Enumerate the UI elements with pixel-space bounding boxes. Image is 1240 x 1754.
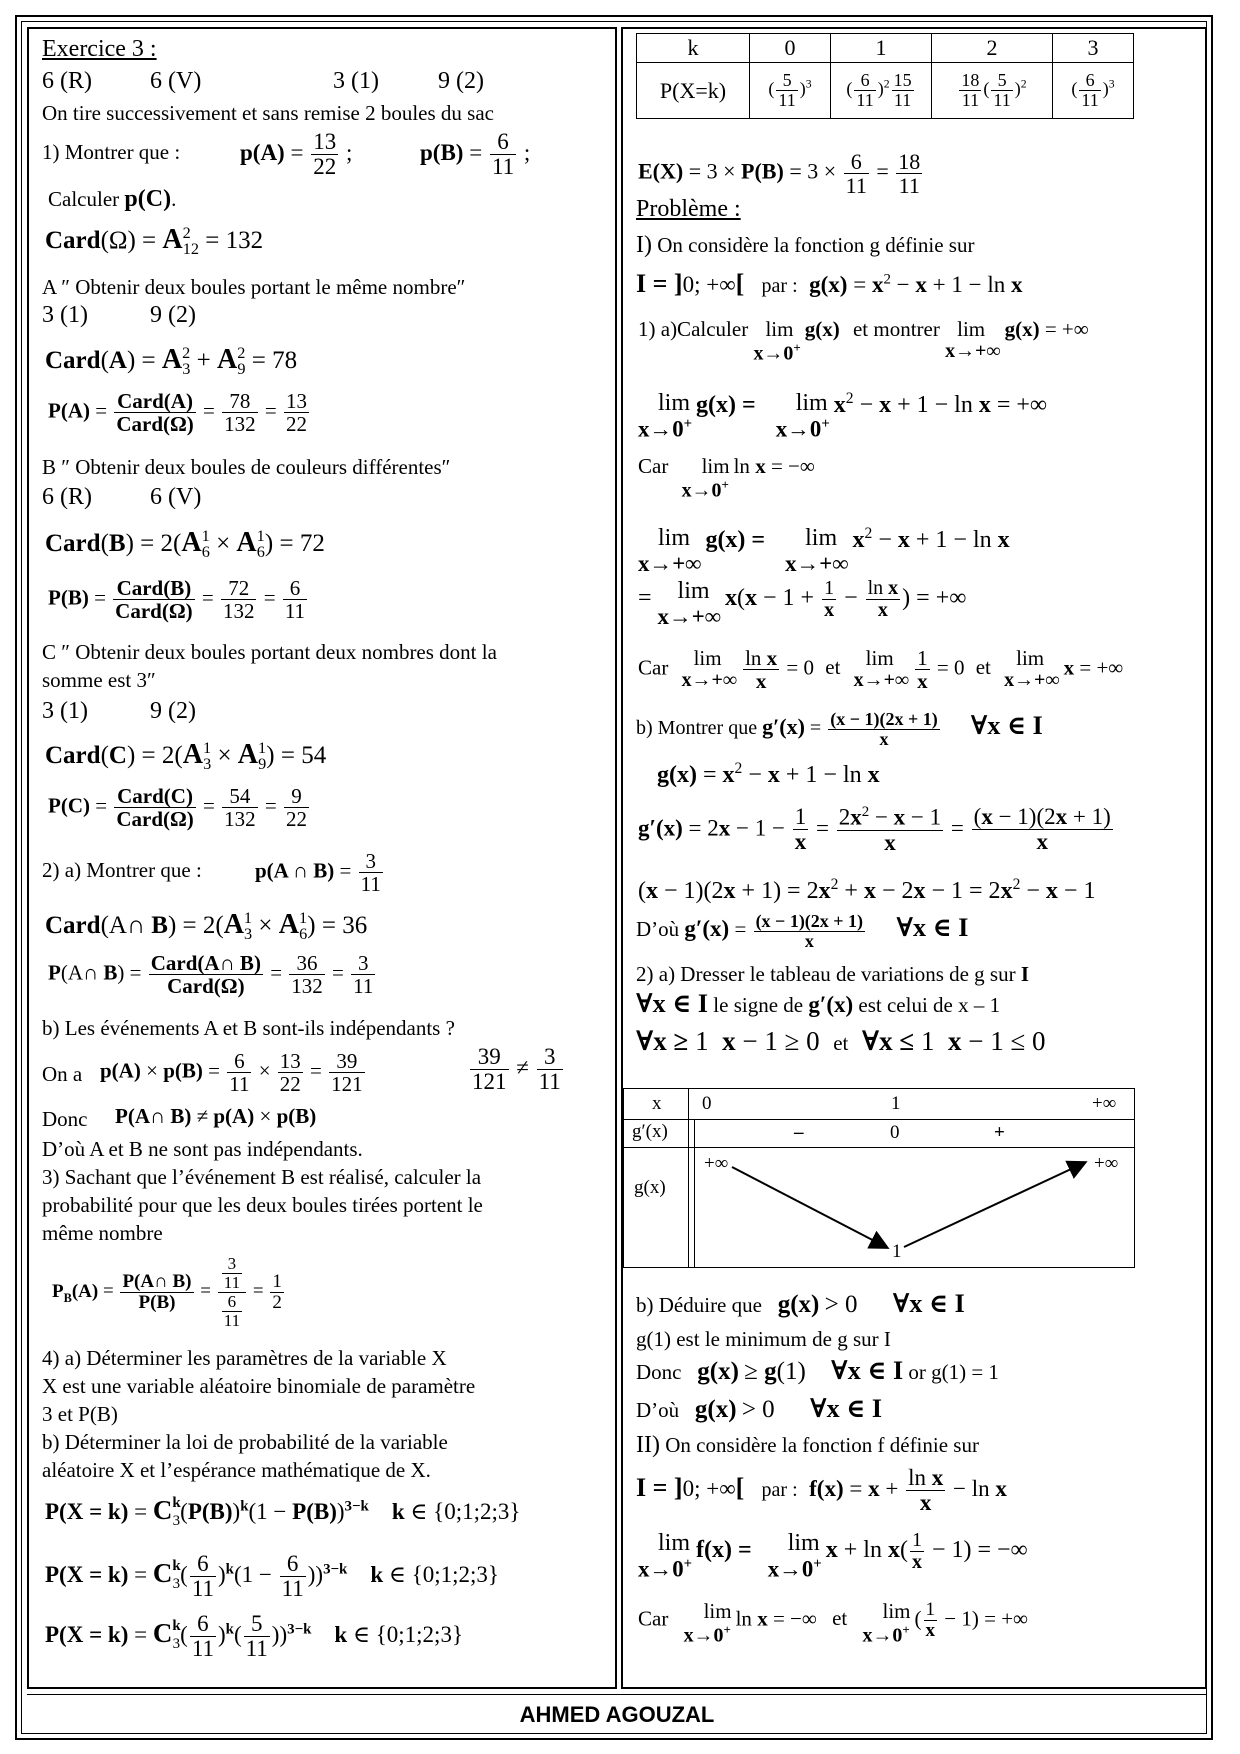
not-equal: $\frac{39}{121}$ ≠ $\frac{3}{11}$	[472, 1044, 561, 1095]
card-b: Card(B) = $2(A^1_6 \times A^1_6) = 72$	[45, 527, 325, 561]
probability-table	[636, 33, 1134, 119]
num-1: 3 (1)	[42, 302, 88, 328]
calc-c-text: Calculer p(C).	[48, 186, 177, 212]
num2-2: 9 (2)	[150, 698, 196, 724]
var-gp-zero: 0	[890, 1122, 900, 1143]
variation-table	[623, 1088, 1135, 1268]
decreasing-arrow	[732, 1167, 886, 1247]
var-gp-plus: +	[994, 1122, 1005, 1143]
table-p-3: ( $\frac{6}{11}$ )$^3$	[1053, 63, 1134, 119]
q4a-text: 4) a) Déterminer les paramètres de la variable X	[42, 1346, 447, 1370]
donc-line: Donc g(x) ≥ g(1) ∀x ∈ I or g(1) = 1	[636, 1356, 999, 1385]
q3-line3: même nombre	[42, 1221, 163, 1245]
p-ab-calc: P(A∩ B) = Card(A∩ B) Card(Ω) = $\frac{36}{132}$ = $\frac{3}{11}$	[48, 951, 374, 999]
g-definition: I = ]0; +∞[ par : $g(x) = x^2 - x + 1 - \ln x$	[636, 269, 1023, 298]
sign-line: ∀x ∈ I le signe de g′(x) est celui de x – 1	[636, 989, 1001, 1018]
p-ab-target: p(A ∩ B) = $\frac{3}{11}$	[255, 849, 381, 897]
q1b-line: b) Montrer que g′(x) = $\frac{(x - 1)(2x + 1)}{x}$ ∀x ∈ I	[636, 709, 1043, 749]
card-a: Card(A) = $A^2_3 + A^2_9 = 78$	[45, 344, 298, 378]
col-v: 6 (V)	[150, 484, 202, 510]
sign-cases: ∀x ≥ 1 x − 1 ≥ 0 et ∀x ≤ 1 x − 1 ≤ 0	[636, 1026, 1046, 1056]
lim-f-0: lim x→0+ f(x) = lim x→0+ x + ln x( $\frac{1}{x}$ − 1) = −∞	[638, 1529, 1028, 1582]
part2-intro: II) On considère la fonction f définie sur	[636, 1432, 979, 1458]
q1a-line: 1) a)Calculer lim x→0+ g(x) et montrer lim x→+∞ g(x) = +∞	[638, 317, 1089, 365]
table-k-3: 3	[1053, 34, 1134, 63]
binomial-law-2: $P(X = k) = C^k_3$( $\frac{6}{11}$ )$^k$(1 − $\frac{6}{11}$ ))$^{3-k}$ k ∈ {0;1;2;3}	[45, 1551, 499, 1602]
col-r: 6 (R)	[42, 484, 92, 510]
car-lim-ln: Car lim x→0+ ln x = −∞	[638, 454, 815, 502]
q2a-line: 2) a) Dresser le tableau de variations de g sur I	[636, 962, 1030, 986]
table-p-2: $\frac{18}{11}$ ( $\frac{5}{11}$ )$^2$	[932, 63, 1053, 119]
sac-2: 9 (2)	[438, 68, 484, 94]
var-gp-minus: –	[794, 1122, 804, 1143]
q4b-line1: b) Déterminer la loi de probabilité de la variable	[42, 1430, 448, 1454]
q1-text: 1) Montrer que :	[42, 140, 181, 164]
q3-line2: probabilité pour que les deux boules tirées portent le	[42, 1193, 483, 1217]
event-a: A ″ Obtenir deux boules portant le même nombre″	[42, 275, 466, 299]
var-x-inf: +∞	[1092, 1093, 1117, 1114]
q4a-answer1: X est une variable aléatoire binomiale de paramètre	[42, 1374, 476, 1398]
g-prime-calc: g′(x) = 2x − 1 − $\frac{1}{x}$ = $\frac{2x^2 - x - 1}{x}$ = $\frac{(x - 1)(2x + 1)}{x}$	[638, 804, 1111, 855]
independence-check: P(A∩ B) ≠ p(A) × p(B)	[115, 1104, 317, 1128]
event-c-1: C ″ Obtenir deux boules portant deux nombres dont la	[42, 640, 497, 664]
event-b: B ″ Obtenir deux boules de couleurs différentes″	[42, 455, 451, 479]
event-c-2: somme est 3″	[42, 668, 156, 692]
expansion: $(x - 1)(2x + 1) = 2x^2 + x - 2x - 1 = 2x^2 - x - 1$	[638, 876, 1096, 904]
q2a-text: 2) a) Montrer que :	[42, 858, 202, 882]
part1-intro: I) On considère la fonction g définie sur	[636, 232, 975, 258]
var-g-start: +∞	[704, 1153, 729, 1174]
table-p-0: ( $\frac{5}{11}$ )$^3$	[750, 63, 831, 119]
table-header-k: k	[637, 34, 750, 63]
g-prime-result: D’où g′(x) = $\frac{(x - 1)(2x + 1)}{x}$ ∀x ∈ I	[636, 911, 969, 951]
binomial-law-3: $P(X = k) = C^k_3$( $\frac{6}{11}$ )$^k$( $\frac{5}{11}$ ))$^{3-k}$ k ∈ {0;1;2;3}	[45, 1611, 463, 1662]
var-x-0: 0	[702, 1093, 712, 1114]
exercise-title: Exercice 3 :	[42, 36, 157, 62]
formula-pb: p(B) = $\frac{6}{11}$ ;	[420, 129, 531, 180]
card-ab: Card(A∩ $B) = 2(A^1_3 \times A^1_6) = 36$	[45, 909, 368, 943]
num-2: 9 (2)	[150, 302, 196, 328]
dou-line: D’où g(x) > 0 ∀x ∈ I	[636, 1394, 882, 1423]
author-footer: AHMED AGOUZAL	[27, 1694, 1207, 1735]
car-lims-f: Car lim x→0+ ln x = −∞ et lim x→0+ ( $\frac{1}{x}$ − 1) = +∞	[638, 1599, 1029, 1647]
min-line: g(1) est le minimum de g sur I	[636, 1327, 891, 1351]
var-x-label: x	[652, 1093, 662, 1114]
num2-1: 3 (1)	[42, 698, 88, 724]
binomial-law-1: $P(X = k) = C^k_3(P(B))^k(1 - P(B))^{3-k}$ k ∈ {0;1;2;3}	[45, 1495, 521, 1529]
car-lims: Car lim x→+∞ $\frac{\text{ln x}}{x}$ = 0 et lim x→+∞ $\frac{1}{x}$ = 0 et lim x→+∞ x = +∞	[638, 646, 1124, 694]
var-x-1: 1	[891, 1093, 901, 1114]
table-k-0: 0	[750, 34, 831, 63]
lim-g-0: lim x→0+ g(x) = lim x→0+ $x^2 - x + 1 - \ln x$ = +∞	[638, 390, 1048, 442]
on-a-text: On a	[42, 1062, 83, 1086]
table-header-p: P(X=k)	[637, 63, 750, 119]
q2b-text: b) Les événements A et B sont-ils indépendants ?	[42, 1016, 455, 1040]
q3-line1: 3) Sachant que l’événement B est réalisé, calculer la	[42, 1165, 482, 1189]
probleme-title: Problème :	[636, 196, 741, 222]
conclusion-text: D’où A et B ne sont pas indépendants.	[42, 1137, 363, 1161]
q2b-line: b) Déduire que g(x) > 0 ∀x ∈ I	[636, 1289, 965, 1318]
sac-r: 6 (R)	[42, 68, 92, 94]
lim-g-inf: lim x→+∞ g(x) = lim x→+∞ $x^2 - x + 1 - \ln x$	[638, 525, 1010, 577]
card-omega: Card(Ω) = $A^2_{12} = 132$	[45, 224, 264, 258]
pa-times-pb: p(A) × p(B) = $\frac{6}{11}$ × $\frac{13}{22}$ = $\frac{39}{121}$	[100, 1049, 363, 1097]
q4a-answer2: 3 et P(B)	[42, 1402, 118, 1426]
table-k-1: 1	[831, 34, 932, 63]
f-definition: I = ]0; +∞[ par : f(x) = x + $\frac{\text{ln x}}{x}$ − ln x	[636, 1465, 1007, 1516]
conditional-prob: $P_B(A)$ = $\frac{P(A\cap B)}{P(B)}$ = $\frac{\frac{3}{11}}{\frac{6}{11}}$ = $\frac{1}{2}$	[52, 1254, 282, 1330]
formula-pa: p(A) = $\frac{13}{22}$ ;	[240, 129, 353, 180]
expectation: E(X) = 3 × P(B) = 3 × $\frac{6}{11}$ = $\frac{18}{11}$	[638, 149, 921, 199]
g-recall: $g(x) = x^2 - x + 1 - \ln x$	[657, 760, 880, 788]
var-g-end: +∞	[1094, 1153, 1119, 1174]
card-c: Card(C) = $2(A^1_3 \times A^1_9) = 54$	[45, 739, 327, 773]
var-gp-label: g′(x)	[632, 1121, 668, 1142]
donc-text: Donc	[42, 1107, 88, 1131]
sac-v: 6 (V)	[150, 68, 202, 94]
table-k-2: 2	[932, 34, 1053, 63]
table-p-1: ( $\frac{6}{11}$ )$^2$ $\frac{15}{11}$	[831, 63, 932, 119]
p-c-calc: P(C) = Card(C) Card(Ω) = $\frac{54}{132}$ = $\frac{9}{22}$	[48, 784, 307, 832]
lim-g-inf-factor: = lim x→+∞ x(x − 1 + $\frac{1}{x}$ − $\frac{\text{ln x}}{x}$ ) = +∞	[638, 577, 967, 630]
sac-1: 3 (1)	[333, 68, 379, 94]
var-g-label: g(x)	[634, 1177, 666, 1198]
p-b-calc: P(B) = Card(B) Card(Ω) = $\frac{72}{132}$ = $\frac{6}{11}$	[48, 576, 306, 624]
q4b-line2: aléatoire X et l’espérance mathématique de X.	[42, 1458, 431, 1482]
intro-text: On tire successivement et sans remise 2 boules du sac	[42, 101, 494, 125]
p-a-calc: P(A) = Card(A) Card(Ω) = $\frac{78}{132}$ = $\frac{13}{22}$	[48, 389, 307, 437]
variation-arrows	[624, 1089, 1136, 1269]
increasing-arrow	[904, 1163, 1084, 1247]
var-g-min: 1	[892, 1241, 902, 1262]
